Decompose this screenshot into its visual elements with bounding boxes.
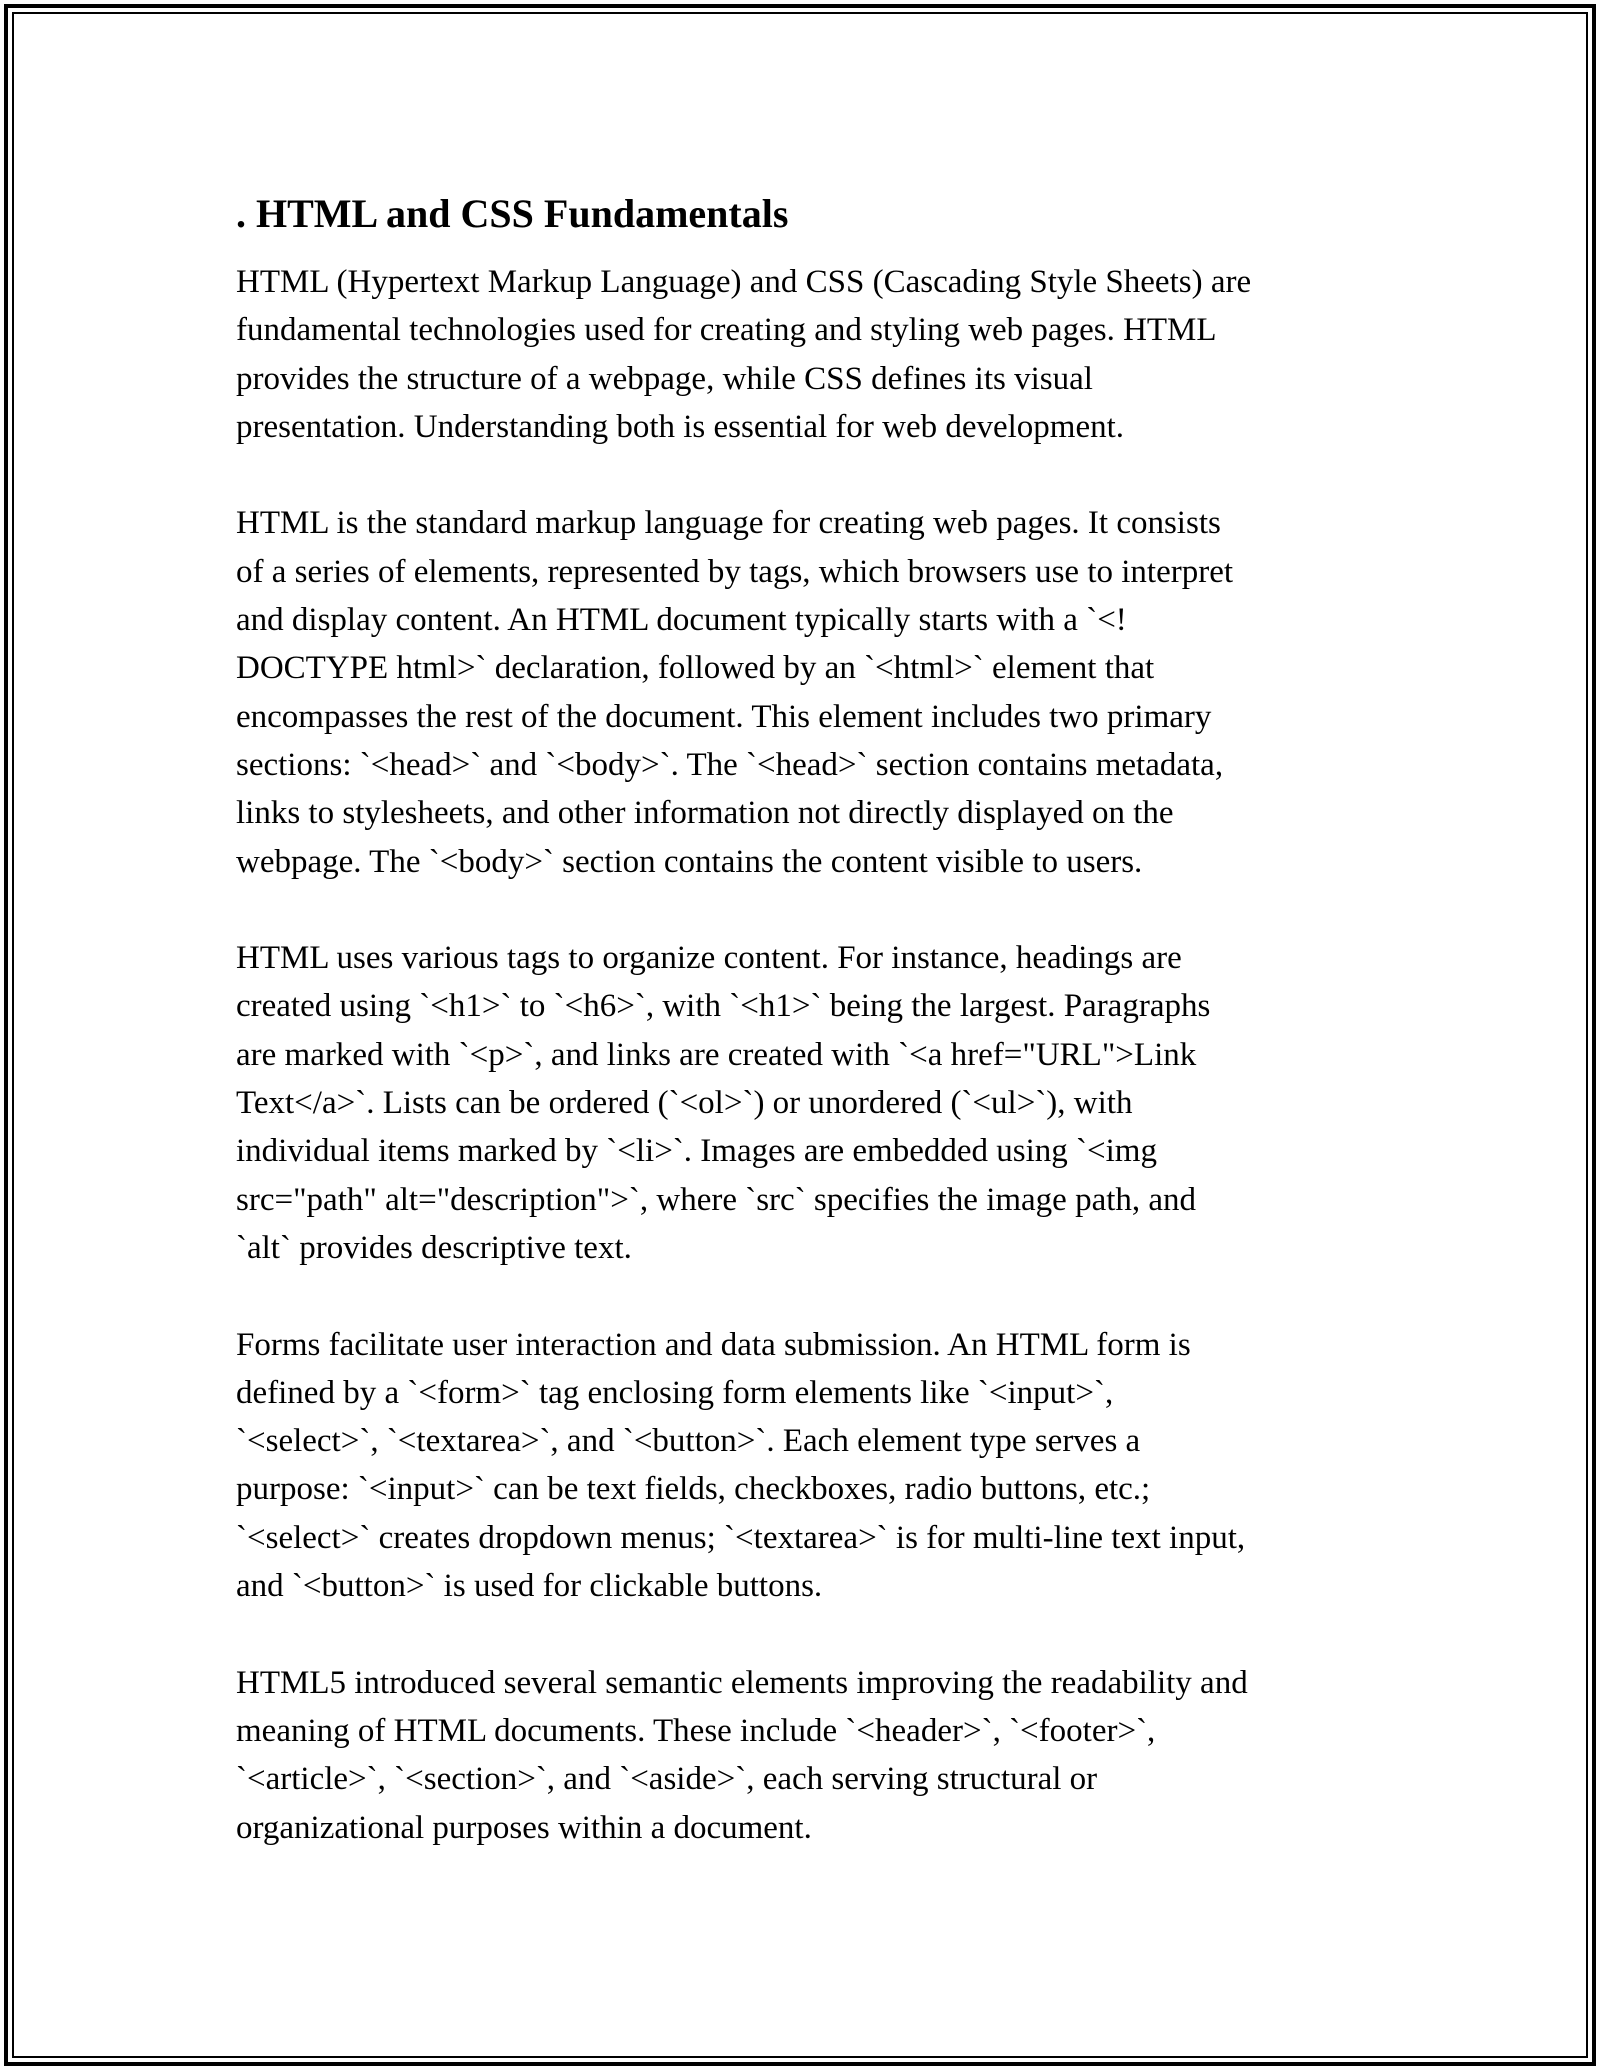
paragraph-line: HTML5 introduced several semantic elements improving the readability and xyxy=(236,1664,1248,1701)
paragraph-html-structure xyxy=(236,499,1376,885)
paragraph-line: `alt` provides descriptive text. xyxy=(236,1229,632,1266)
paragraph-line: HTML uses various tags to organize content. For instance, headings are xyxy=(236,940,1182,977)
paragraph-line: webpage. The `<body>` section contains the content visible to users. xyxy=(236,843,1143,880)
paragraph-line: presentation. Understanding both is essential for web development. xyxy=(236,408,1125,445)
paragraph-line: HTML is the standard markup language for creating web pages. It consists xyxy=(236,505,1221,542)
paragraph-line: Text</a>`. Lists can be ordered (`<ol>`) or unordered (`<ul>`), with xyxy=(236,1085,1133,1122)
paragraph-line: encompasses the rest of the document. This element includes two primary xyxy=(236,698,1212,735)
paragraph-html-tags xyxy=(236,934,1376,1272)
paragraph-line: `<select>` creates dropdown menus; `<textarea>` is for multi-line text input, xyxy=(236,1519,1246,1556)
document-body xyxy=(236,184,1376,1900)
paragraph-line: individual items marked by `<li>`. Images are embedded using `<img xyxy=(236,1133,1157,1170)
paragraph-line: purpose: `<input>` can be text fields, checkboxes, radio buttons, etc.; xyxy=(236,1471,1151,1508)
paragraph-intro xyxy=(236,258,1376,451)
paragraph-line: of a series of elements, represented by tags, which browsers use to interpret xyxy=(236,553,1234,590)
paragraph-line: `<article>`, `<section>`, and `<aside>`, each serving structural or xyxy=(236,1761,1098,1798)
paragraph-line: src="path" alt="description">`, where `src` specifies the image path, and xyxy=(236,1181,1197,1218)
paragraph-line: links to stylesheets, and other information not directly displayed on the xyxy=(236,795,1174,832)
paragraph-line: Forms facilitate user interaction and data submission. An HTML form is xyxy=(236,1326,1191,1363)
paragraph-line: fundamental technologies used for creating and styling web pages. HTML xyxy=(236,312,1217,349)
paragraph-line: and `<button>` is used for clickable buttons. xyxy=(236,1568,823,1605)
paragraph-line: are marked with `<p>`, and links are created with `<a href="URL">Link xyxy=(236,1036,1197,1073)
paragraph-line: provides the structure of a webpage, while CSS defines its visual xyxy=(236,360,1093,397)
paragraph-line: HTML (Hypertext Markup Language) and CSS (Cascading Style Sheets) are xyxy=(236,264,1252,300)
paragraph-line: meaning of HTML documents. These include `<header>`, `<footer>`, xyxy=(236,1712,1156,1749)
paragraph-line: organizational purposes within a document. xyxy=(236,1809,812,1846)
paragraph-line: sections: `<head>` and `<body>`. The `<head>` section contains metadata, xyxy=(236,746,1224,783)
paragraph-line: DOCTYPE html>` declaration, followed by an `<html>` element that xyxy=(236,650,1155,687)
paragraph-html5-semantics xyxy=(236,1659,1376,1852)
document-title: . HTML and CSS Fundamentals xyxy=(236,191,789,236)
paragraph-line: defined by a `<form>` tag enclosing form elements like `<input>`, xyxy=(236,1374,1114,1411)
paragraph-line: created using `<h1>` to `<h6>`, with `<h1>` being the largest. Paragraphs xyxy=(236,988,1211,1025)
paragraph-line: `<select>`, `<textarea>`, and `<button>`. Each element type serves a xyxy=(236,1423,1141,1460)
paragraph-line: and display content. An HTML document typically starts with a `<! xyxy=(236,602,1127,639)
paragraph-html-forms xyxy=(236,1321,1376,1611)
